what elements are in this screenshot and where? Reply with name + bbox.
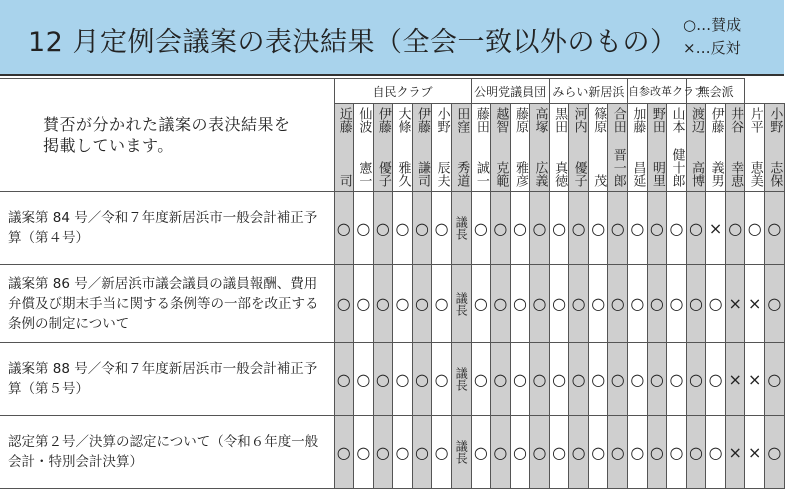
vote-approve: ○ bbox=[432, 192, 452, 265]
vote-approve: ○ bbox=[530, 343, 550, 416]
legend-oppose: ×…反対 bbox=[683, 39, 741, 57]
vote-oppose: × bbox=[725, 343, 745, 416]
bill-row bbox=[0, 265, 784, 343]
table-intro bbox=[0, 79, 334, 192]
member-surname: 伊藤 bbox=[375, 107, 391, 133]
member-name-cell bbox=[510, 104, 530, 192]
vote-approve: ○ bbox=[725, 192, 745, 265]
vote-approve: ○ bbox=[569, 343, 589, 416]
vote-approve: ○ bbox=[491, 265, 511, 343]
member-name-cell bbox=[412, 104, 432, 192]
vote-approve: ○ bbox=[608, 343, 628, 416]
vote-approve: ○ bbox=[334, 416, 354, 489]
member-given-name: 司 bbox=[336, 174, 352, 187]
page-title: 12 月定例会議案の表決結果（全会一致以外のもの） bbox=[28, 27, 678, 58]
vote-approve: ○ bbox=[530, 192, 550, 265]
member-surname: 越智 bbox=[493, 107, 509, 133]
member-surname: 小野 bbox=[434, 107, 450, 133]
member-surname: 藤原 bbox=[512, 107, 528, 133]
vote-approve: ○ bbox=[510, 343, 530, 416]
party-header: 自参改革クラブ bbox=[628, 79, 687, 104]
vote-approve: ○ bbox=[569, 192, 589, 265]
member-name-cell bbox=[706, 104, 726, 192]
vote-approve: ○ bbox=[588, 192, 608, 265]
member-name-cell bbox=[628, 104, 648, 192]
member-name-cell bbox=[588, 104, 608, 192]
vote-approve: ○ bbox=[628, 343, 648, 416]
vote-approve: ○ bbox=[667, 416, 687, 489]
vote-oppose: × bbox=[725, 265, 745, 343]
bill-title: 議案第 88 号／令和７年度新居浜市一般会計補正予算（第５号） bbox=[0, 343, 334, 416]
member-given-name: 辰夫 bbox=[434, 161, 450, 187]
vote-approve: ○ bbox=[471, 265, 491, 343]
member-surname: 藤田 bbox=[473, 107, 489, 133]
vote-approve: ○ bbox=[491, 343, 511, 416]
member-name-cell bbox=[686, 104, 706, 192]
vote-approve: ○ bbox=[549, 192, 569, 265]
vote-approve: ○ bbox=[354, 343, 374, 416]
member-given-name: 優子 bbox=[375, 161, 391, 187]
member-given-name: 明里 bbox=[649, 161, 665, 187]
member-name-cell bbox=[765, 104, 785, 192]
party-header-row bbox=[0, 79, 784, 104]
vote-approve: ○ bbox=[706, 416, 726, 489]
party-header: 公明党議員団 bbox=[471, 79, 549, 104]
bill-row bbox=[0, 192, 784, 265]
vote-approve: ○ bbox=[432, 416, 452, 489]
vote-approve: ○ bbox=[608, 265, 628, 343]
member-given-name: 秀道 bbox=[454, 161, 470, 187]
member-name-cell bbox=[354, 104, 374, 192]
vote-approve: ○ bbox=[393, 343, 413, 416]
member-surname: 篠原 bbox=[591, 107, 607, 133]
vote-approve: ○ bbox=[432, 265, 452, 343]
vote-approve: ○ bbox=[608, 192, 628, 265]
vote-approve: ○ bbox=[588, 265, 608, 343]
member-surname: 大條 bbox=[395, 107, 411, 133]
vote-approve: ○ bbox=[393, 416, 413, 489]
member-given-name: 誠一 bbox=[473, 161, 489, 187]
member-name-cell bbox=[393, 104, 413, 192]
vote-approve: ○ bbox=[628, 265, 648, 343]
vote-approve: ○ bbox=[745, 192, 765, 265]
vote-oppose: × bbox=[706, 192, 726, 265]
member-surname: 高塚 bbox=[532, 107, 548, 133]
vote-approve: ○ bbox=[471, 416, 491, 489]
vote-approve: ○ bbox=[667, 265, 687, 343]
intro-line-2: 掲載しています。 bbox=[42, 136, 174, 155]
vote-oppose: × bbox=[725, 416, 745, 489]
vote-approve: ○ bbox=[373, 192, 393, 265]
member-given-name: 幸恵 bbox=[728, 161, 744, 187]
vote-approve: ○ bbox=[628, 192, 648, 265]
vote-approve: ○ bbox=[432, 343, 452, 416]
member-name-cell bbox=[451, 104, 471, 192]
vote-approve: ○ bbox=[647, 343, 667, 416]
member-given-name: 昌延 bbox=[630, 161, 646, 187]
vote-approve: ○ bbox=[334, 343, 354, 416]
vote-chair: 議長 bbox=[451, 416, 471, 489]
vote-approve: ○ bbox=[667, 343, 687, 416]
vote-approve: ○ bbox=[393, 265, 413, 343]
member-surname: 仙波 bbox=[356, 107, 372, 133]
member-surname: 野田 bbox=[649, 107, 665, 133]
member-given-name: 謙司 bbox=[415, 161, 431, 187]
member-given-name: 広義 bbox=[532, 161, 548, 187]
member-given-name: 憲一 bbox=[356, 161, 372, 187]
vote-approve: ○ bbox=[530, 265, 550, 343]
vote-approve: ○ bbox=[765, 265, 785, 343]
vote-results-table bbox=[0, 78, 785, 489]
vote-approve: ○ bbox=[373, 265, 393, 343]
vote-approve: ○ bbox=[412, 192, 432, 265]
vote-approve: ○ bbox=[373, 416, 393, 489]
vote-approve: ○ bbox=[412, 343, 432, 416]
vote-approve: ○ bbox=[765, 416, 785, 489]
vote-approve: ○ bbox=[765, 343, 785, 416]
vote-oppose: × bbox=[745, 265, 765, 343]
bill-title: 議案第 84 号／令和７年度新居浜市一般会計補正予算（第４号） bbox=[0, 192, 334, 265]
member-surname: 黒田 bbox=[552, 107, 568, 133]
vote-oppose: × bbox=[745, 416, 765, 489]
legend-approve: ○…賛成 bbox=[683, 16, 742, 34]
member-given-name: 恵美 bbox=[747, 161, 763, 187]
member-surname: 渡辺 bbox=[689, 107, 705, 133]
member-name-cell bbox=[725, 104, 745, 192]
party-header: 自民クラブ bbox=[334, 79, 471, 104]
vote-chair: 議長 bbox=[451, 265, 471, 343]
member-surname: 加藤 bbox=[630, 107, 646, 133]
member-given-name: 雅久 bbox=[395, 161, 411, 187]
member-given-name: 高博 bbox=[689, 161, 705, 187]
vote-chair: 議長 bbox=[451, 192, 471, 265]
member-name-cell bbox=[745, 104, 765, 192]
party-header: みらい新居浜 bbox=[549, 79, 627, 104]
vote-approve: ○ bbox=[628, 416, 648, 489]
vote-approve: ○ bbox=[354, 416, 374, 489]
vote-approve: ○ bbox=[686, 192, 706, 265]
member-given-name: 義男 bbox=[708, 161, 724, 187]
member-name-cell bbox=[549, 104, 569, 192]
member-name-cell bbox=[432, 104, 452, 192]
member-surname: 近藤 bbox=[336, 107, 352, 133]
vote-approve: ○ bbox=[471, 192, 491, 265]
vote-approve: ○ bbox=[510, 265, 530, 343]
bill-title: 認定第２号／決算の認定について（令和６年度一般会計・特別会計決算） bbox=[0, 416, 334, 489]
member-given-name: 雅彦 bbox=[512, 161, 528, 187]
member-surname: 片平 bbox=[747, 107, 763, 133]
bill-row bbox=[0, 416, 784, 489]
member-name-cell bbox=[471, 104, 491, 192]
vote-approve: ○ bbox=[354, 265, 374, 343]
bill-row bbox=[0, 343, 784, 416]
member-surname: 井谷 bbox=[728, 107, 744, 133]
title-bar bbox=[0, 0, 784, 76]
vote-approve: ○ bbox=[647, 192, 667, 265]
vote-approve: ○ bbox=[686, 416, 706, 489]
vote-approve: ○ bbox=[334, 265, 354, 343]
vote-approve: ○ bbox=[706, 343, 726, 416]
vote-approve: ○ bbox=[647, 416, 667, 489]
member-name-cell bbox=[491, 104, 511, 192]
vote-approve: ○ bbox=[667, 192, 687, 265]
member-given-name: 健十郎 bbox=[669, 148, 685, 187]
member-given-name: 真徳 bbox=[552, 161, 568, 187]
member-surname: 伊藤 bbox=[708, 107, 724, 133]
member-name-cell bbox=[569, 104, 589, 192]
vote-approve: ○ bbox=[510, 416, 530, 489]
vote-approve: ○ bbox=[412, 265, 432, 343]
vote-approve: ○ bbox=[706, 265, 726, 343]
member-surname: 田窪 bbox=[454, 107, 470, 133]
member-given-name: 優子 bbox=[571, 161, 587, 187]
vote-approve: ○ bbox=[373, 343, 393, 416]
member-given-name: 晋一郎 bbox=[610, 148, 626, 187]
member-name-cell bbox=[647, 104, 667, 192]
vote-approve: ○ bbox=[647, 265, 667, 343]
intro-line-1: 賛否が分かれた議案の表決結果を bbox=[42, 115, 291, 134]
vote-approve: ○ bbox=[549, 265, 569, 343]
vote-approve: ○ bbox=[549, 416, 569, 489]
vote-approve: ○ bbox=[588, 416, 608, 489]
vote-approve: ○ bbox=[510, 192, 530, 265]
vote-approve: ○ bbox=[393, 192, 413, 265]
member-surname: 合田 bbox=[610, 107, 626, 133]
vote-oppose: × bbox=[745, 343, 765, 416]
member-given-name: 志保 bbox=[767, 161, 783, 187]
vote-approve: ○ bbox=[765, 192, 785, 265]
member-surname: 小野 bbox=[767, 107, 783, 133]
vote-approve: ○ bbox=[530, 416, 550, 489]
vote-approve: ○ bbox=[491, 416, 511, 489]
vote-approve: ○ bbox=[491, 192, 511, 265]
vote-approve: ○ bbox=[471, 343, 491, 416]
legend bbox=[683, 14, 741, 60]
vote-approve: ○ bbox=[334, 192, 354, 265]
vote-approve: ○ bbox=[549, 343, 569, 416]
member-given-name: 克範 bbox=[493, 161, 509, 187]
member-surname: 山本 bbox=[669, 107, 685, 133]
vote-approve: ○ bbox=[588, 343, 608, 416]
vote-approve: ○ bbox=[412, 416, 432, 489]
member-name-cell bbox=[608, 104, 628, 192]
vote-approve: ○ bbox=[686, 265, 706, 343]
member-name-cell bbox=[373, 104, 393, 192]
vote-approve: ○ bbox=[569, 265, 589, 343]
vote-approve: ○ bbox=[354, 192, 374, 265]
vote-chair: 議長 bbox=[451, 343, 471, 416]
member-given-name: 茂 bbox=[591, 174, 607, 187]
member-surname: 河内 bbox=[571, 107, 587, 133]
vote-approve: ○ bbox=[608, 416, 628, 489]
bill-title: 議案第 86 号／新居浜市議会議員の議員報酬、費用弁償及び期末手当に関する条例等の一部を改正する条例の制定について bbox=[0, 265, 334, 343]
member-surname: 伊藤 bbox=[415, 107, 431, 133]
member-name-cell bbox=[667, 104, 687, 192]
party-header: 無会派 bbox=[686, 79, 745, 104]
vote-approve: ○ bbox=[686, 343, 706, 416]
member-name-cell bbox=[334, 104, 354, 192]
vote-approve: ○ bbox=[569, 416, 589, 489]
member-name-cell bbox=[530, 104, 550, 192]
